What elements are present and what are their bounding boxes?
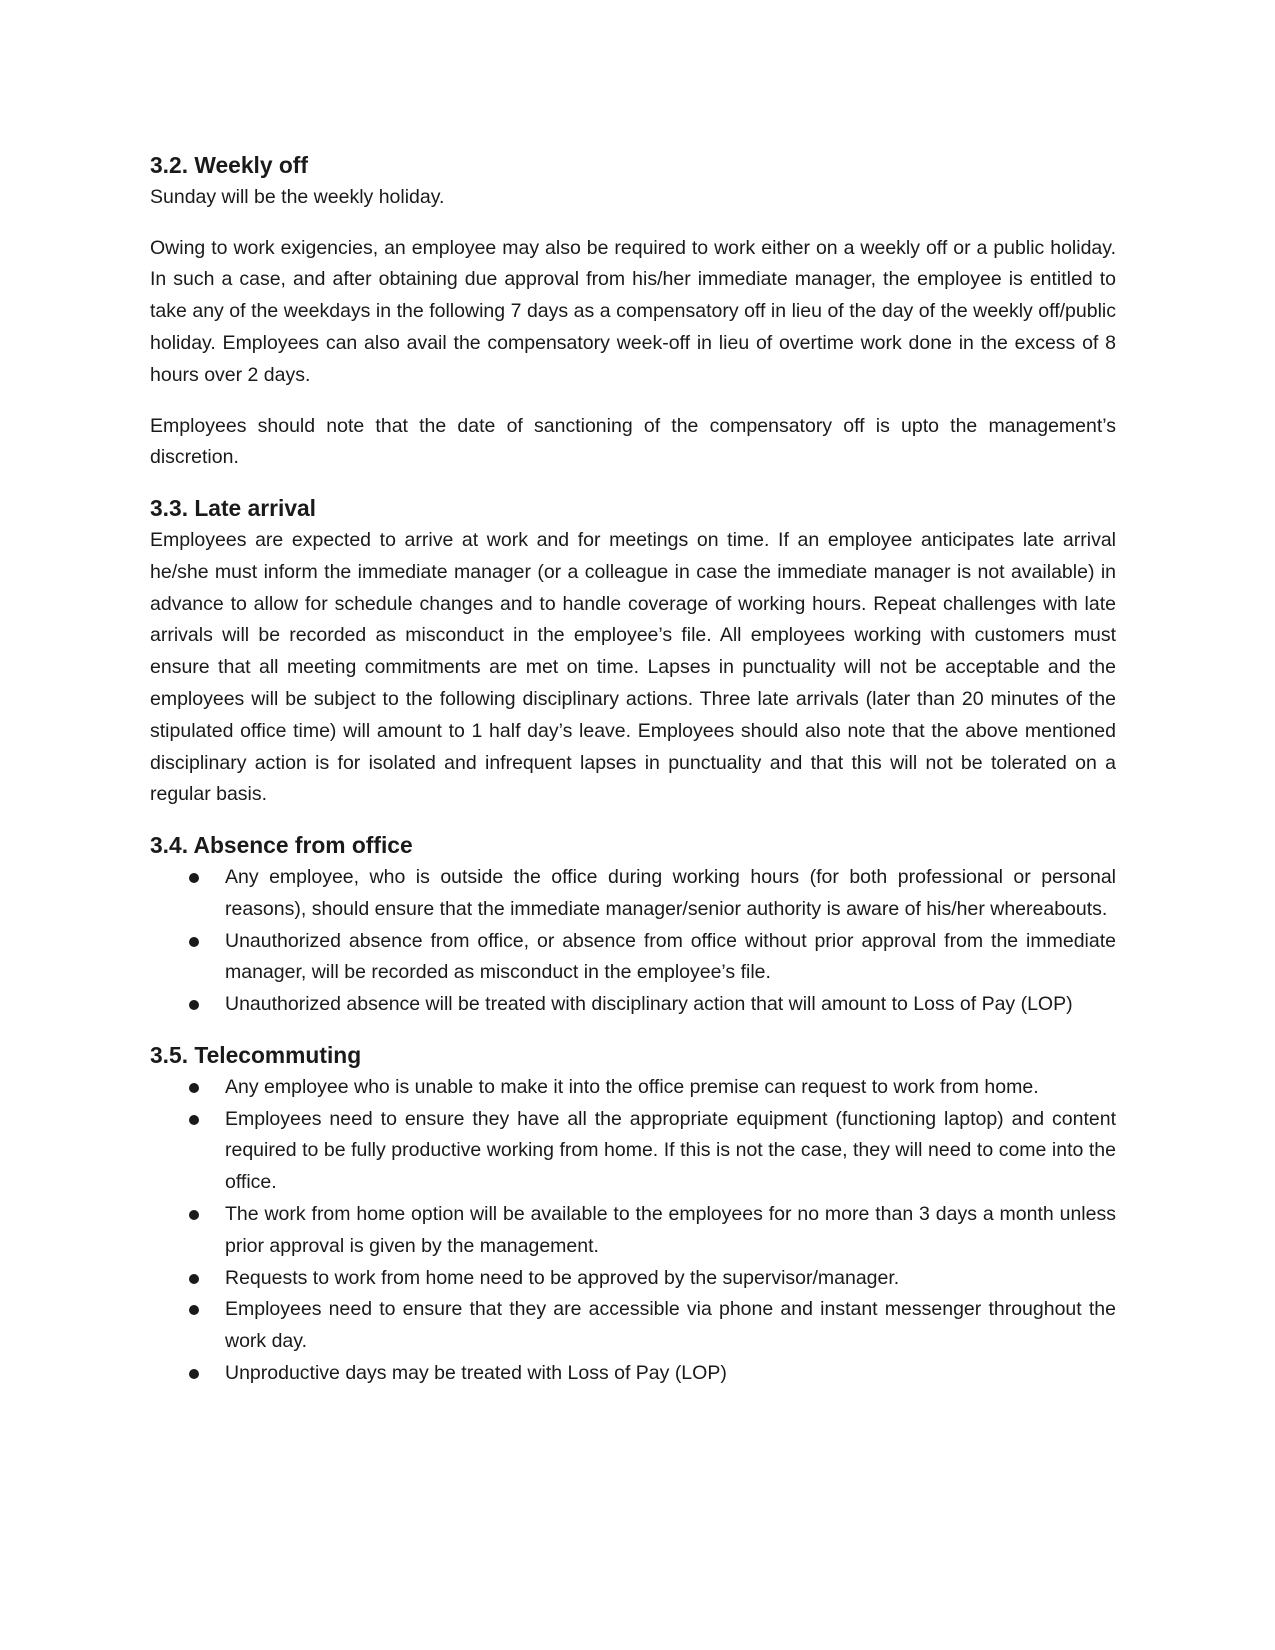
section-heading-telecommuting: 3.5. Telecommuting bbox=[150, 1041, 362, 1068]
bullet-list-absence bbox=[150, 862, 1116, 1021]
bullet-icon bbox=[189, 1369, 199, 1379]
paragraph: Employees are expected to arrive at work and for meetings on time. If an employee anticipates late arrival he/she must inform the immediate manager (or a colleague in case the immediate manager is not available) in advance to allow for schedule changes and to handle coverage of working hours. Repeat challenges with late arrivals will be recorded as misconduct in the employee’s file. All employees working with customers must ensure that all meeting commitments are met on time. Lapses in punctuality will not be acceptable and the employees will be subject to the following disciplinary actions. Three late arrivals (later than 20 minutes of the stipulated office time) will amount to 1 half day’s leave. Employees should also note that the above mentioned disciplinary action is for isolated and infrequent lapses in punctuality and that this will not be tolerated on a regular basis. bbox=[150, 528, 1116, 806]
list-item bbox=[150, 1358, 1116, 1390]
list-item bbox=[150, 862, 1116, 926]
bullet-icon bbox=[189, 1274, 199, 1284]
section-heading-absence: 3.4. Absence from office bbox=[150, 832, 413, 859]
bullet-list-telecommuting bbox=[150, 1072, 1116, 1390]
paragraph: Owing to work exigencies, an employee may also be required to work either on a weekly off or a public holiday. In such a case, and after obtaining due approval from his/her immediate manager, the employee is entitled to take any of the weekdays in the following 7 days as a compensatory off in lieu of the day of the weekly off/public holiday. Employees can also avail the compensatory week-off in lieu of overtime work done in the excess of 8 hours over 2 days. bbox=[150, 236, 1116, 386]
bullet-icon bbox=[189, 1000, 199, 1010]
list-item-text: Unproductive days may be treated with Loss of Pay (LOP) bbox=[225, 1361, 727, 1384]
list-item bbox=[150, 926, 1116, 990]
paragraph: Employees should note that the date of sanctioning of the compensatory off is upto the management’s discretion. bbox=[150, 414, 1116, 469]
bullet-icon bbox=[189, 1083, 199, 1093]
bullet-icon bbox=[189, 1210, 199, 1220]
list-item-text: Employees need to ensure that they are accessible via phone and instant messenger throughout the work day. bbox=[225, 1298, 1116, 1353]
bullet-icon bbox=[189, 1115, 199, 1125]
paragraph: Sunday will be the weekly holiday. bbox=[150, 185, 445, 208]
list-item-text: Any employee who is unable to make it into the office premise can request to work from home. bbox=[225, 1075, 1039, 1098]
bullet-icon bbox=[189, 873, 199, 883]
list-item-text: Unauthorized absence from office, or absence from office without prior approval from the immediate manager, will be recorded as misconduct in the employee’s file. bbox=[225, 929, 1116, 984]
list-item-text: Any employee, who is outside the office during working hours (for both professional or personal reasons), should ensure that the immediate manager/senior authority is aware of his/her whereabouts. bbox=[225, 865, 1116, 920]
section-heading-weekly-off: 3.2. Weekly off bbox=[150, 152, 308, 178]
list-item bbox=[150, 1072, 1116, 1104]
list-item bbox=[150, 1294, 1116, 1358]
list-item bbox=[150, 1263, 1116, 1295]
document-page bbox=[150, 150, 1116, 1390]
list-item-text: Requests to work from home need to be approved by the supervisor/manager. bbox=[225, 1266, 900, 1289]
bullet-icon bbox=[189, 1305, 199, 1315]
list-item-text: Unauthorized absence will be treated with disciplinary action that will amount to Loss of Pay (LOP) bbox=[225, 993, 1073, 1016]
bullet-icon bbox=[189, 937, 199, 947]
list-item bbox=[150, 989, 1116, 1021]
list-item bbox=[150, 1104, 1116, 1199]
section-heading-late-arrival: 3.3. Late arrival bbox=[150, 495, 317, 522]
list-item-text: Employees need to ensure they have all the appropriate equipment (functioning laptop) and content required to be fully productive working from home. If this is not the case, they will need to come into the office. bbox=[225, 1107, 1116, 1194]
list-item bbox=[150, 1199, 1116, 1263]
list-item-text: The work from home option will be available to the employees for no more than 3 days a month unless prior approval is given by the management. bbox=[225, 1202, 1116, 1257]
